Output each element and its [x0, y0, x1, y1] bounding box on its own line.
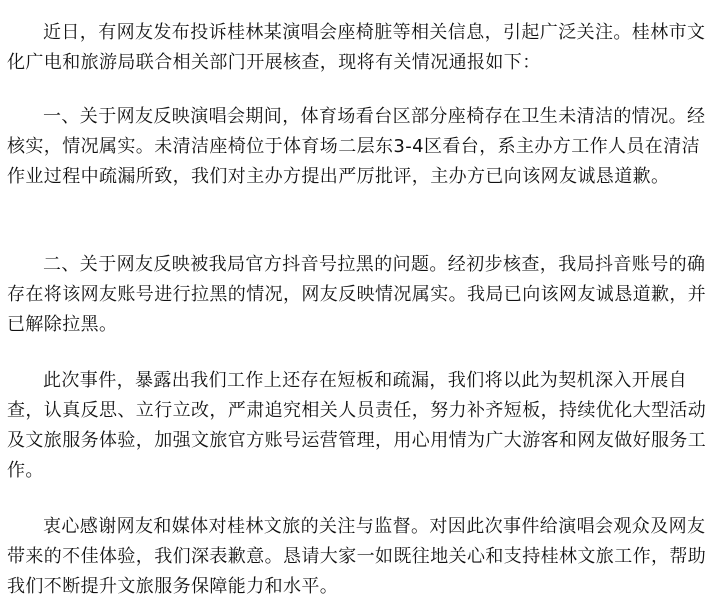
paragraph-thanks: 衷心感谢网友和媒体对桂林文旅的关注与监督。对因此次事件给演唱会观众及网友带来的不佳体验，我们深表歉意。恳请大家一如既往地关心和支持桂林文旅工作，帮助我们不断提升文旅服务保障能力和水平。 — [7, 516, 707, 597]
paragraph-item-two: 二、关于网友反映被我局官方抖音号拉黑的问题。经初步核查，我局抖音账号的确存在将该网友账号进行拉黑的情况，网友反映情况属实。我局已向该网友诚恳道歉，并已解除拉黑。 — [7, 254, 707, 335]
paragraph-reflection: 此次事件，暴露出我们工作上还存在短板和疏漏，我们将以此为契机深入开展自查，认真反思、立行立改，严肃追究相关人员责任，努力补齐短板，持续优化大型活动及文旅服务体验，加强文旅官方账号运营管理，用心用情为广大游客和网友做好服务工作。 — [7, 370, 707, 481]
paragraph-item-one: 一、关于网友反映演唱会期间，体育场看台区部分座椅存在卫生未清洁的情况。经核实，情况属实。未清洁座椅位于体育场二层东3-4区看台，系主办方工作人员在清洁作业过程中疏漏所致，我们对主办方提出严厉批评，主办方已向该网友诚恳道歉。 — [7, 106, 706, 187]
paragraph-intro: 近日，有网友发布投诉桂林某演唱会座椅脏等相关信息，引起广泛关注。桂林市文化广电和旅游局联合相关部门开展核查，现将有关情况通报如下： — [7, 22, 706, 73]
